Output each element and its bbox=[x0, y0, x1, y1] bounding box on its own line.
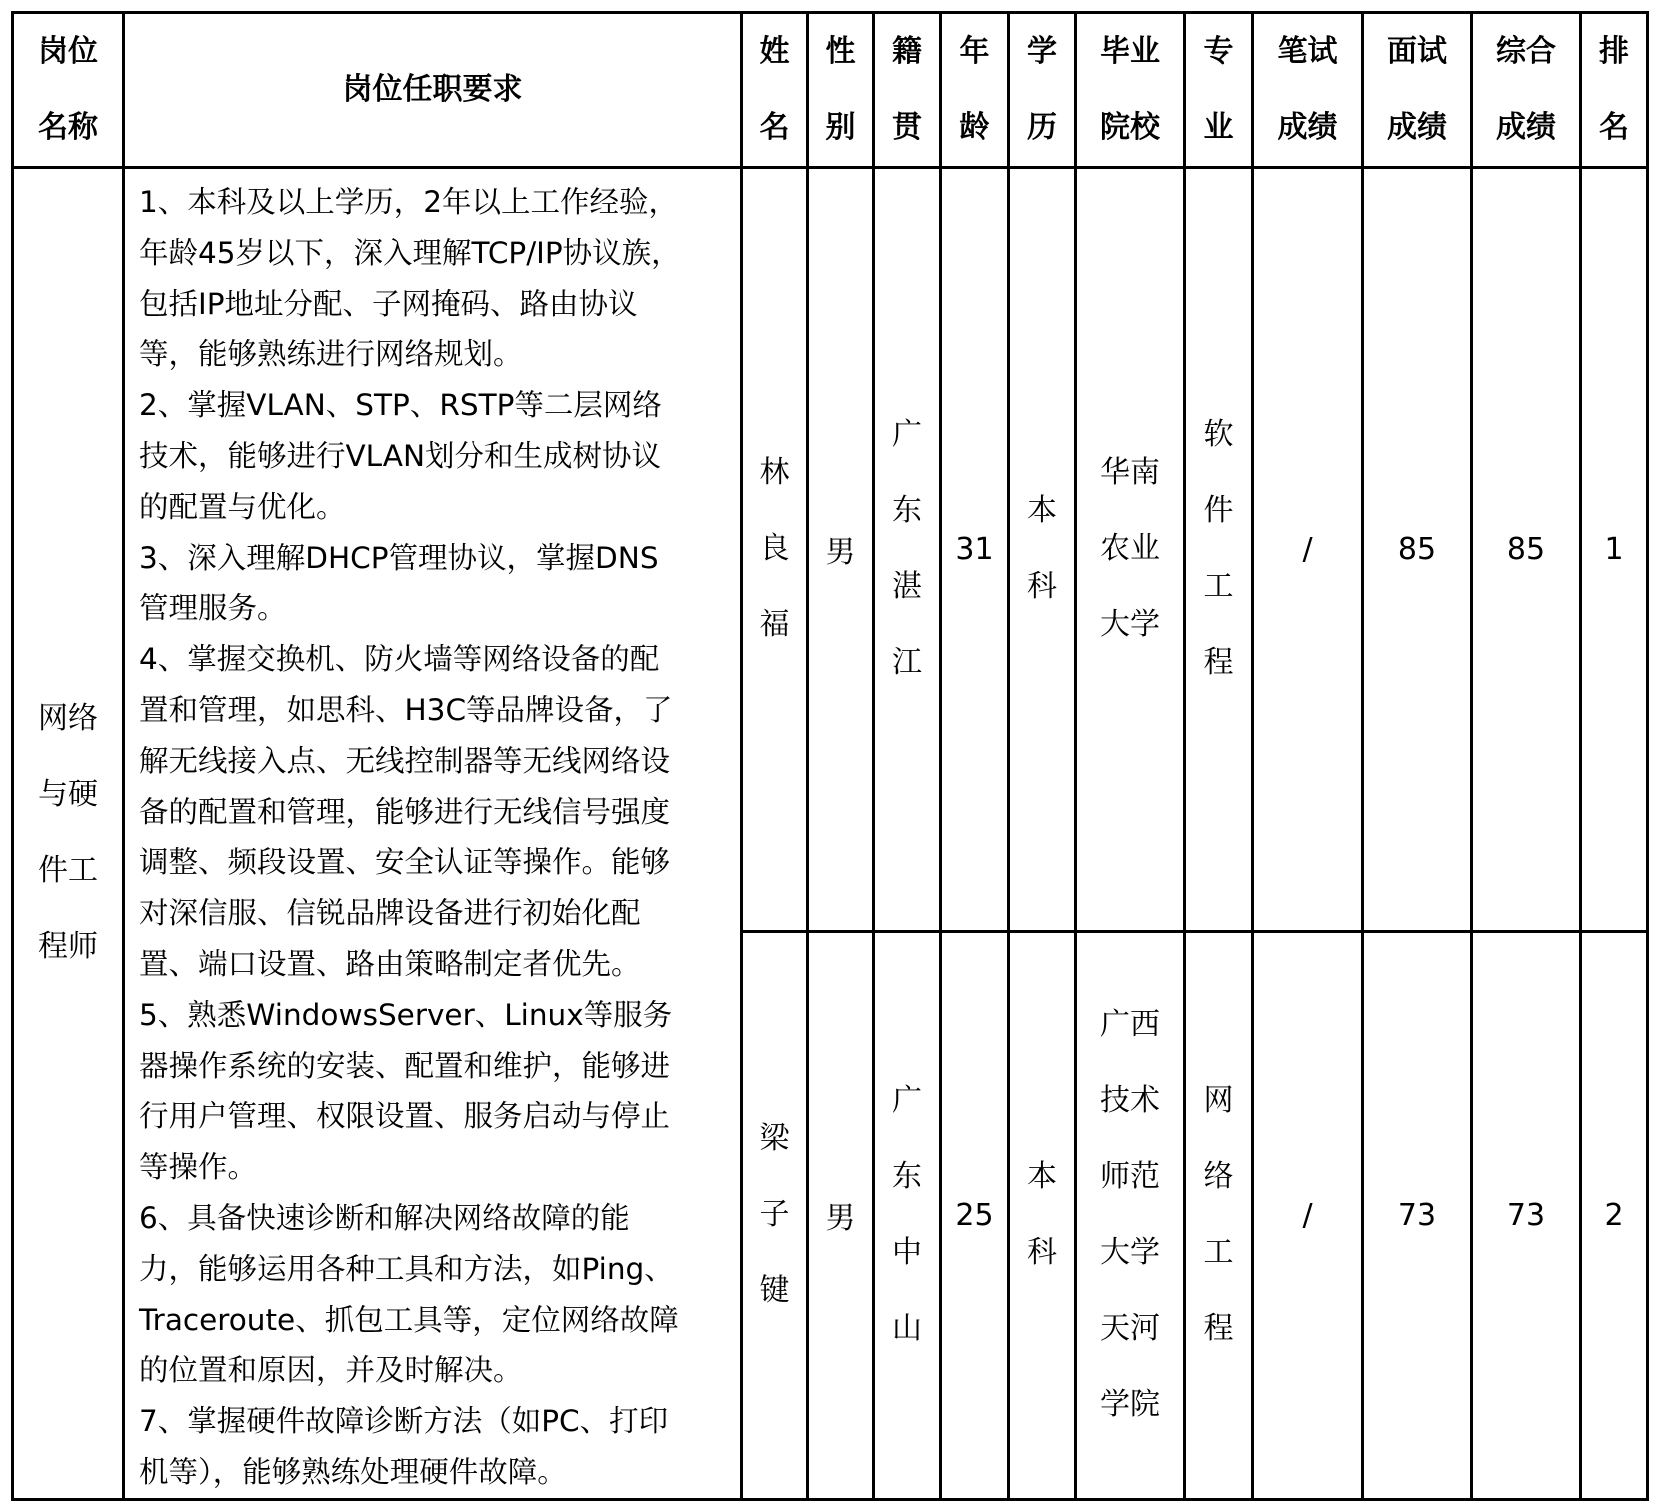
education-cell: 本科 bbox=[1009, 168, 1076, 932]
header-age: 年龄 bbox=[941, 13, 1009, 168]
school-cell: 华南农业大学 bbox=[1076, 168, 1185, 932]
total-score-cell: 85 bbox=[1472, 168, 1581, 932]
header-written-score: 笔试成绩 bbox=[1253, 13, 1363, 168]
header-name: 姓名 bbox=[742, 13, 808, 168]
written-score-cell: / bbox=[1253, 168, 1363, 932]
age-cell: 31 bbox=[941, 168, 1009, 932]
school-cell: 广西技术师范大学天河学院 bbox=[1076, 931, 1185, 1499]
header-education: 学历 bbox=[1009, 13, 1076, 168]
header-total-score: 综合成绩 bbox=[1472, 13, 1581, 168]
header-row bbox=[13, 13, 1648, 168]
rank-cell: 2 bbox=[1581, 931, 1648, 1499]
header-native-place: 籍贯 bbox=[874, 13, 941, 168]
interview-score-cell: 85 bbox=[1363, 168, 1472, 932]
gender-cell: 男 bbox=[808, 168, 874, 932]
header-interview-score: 面试成绩 bbox=[1363, 13, 1472, 168]
major-cell: 软件工程 bbox=[1185, 168, 1253, 932]
total-score-cell: 73 bbox=[1472, 931, 1581, 1499]
gender-cell: 男 bbox=[808, 931, 874, 1499]
header-requirements: 岗位任职要求 bbox=[124, 13, 742, 168]
name-cell: 林良福 bbox=[742, 168, 808, 932]
rank-cell: 1 bbox=[1581, 168, 1648, 932]
education-cell: 本科 bbox=[1009, 931, 1076, 1499]
position-cell: 网络与硬件工程师 bbox=[13, 168, 124, 1500]
age-cell: 25 bbox=[941, 931, 1009, 1499]
major-cell: 网络工程 bbox=[1185, 931, 1253, 1499]
requirements-cell: 1、本科及以上学历，2年以上工作经验， 年龄45岁以下，深入理解TCP/IP协议族， 包括IP地址分配、子网掩码、路由协议 等，能够熟练进行网络规划。 2、掌握VLAN、STP、RSTP等二层网络 技术，能够进行VLAN划分和生成树协议 的配置与优化。 3、深入理解DHCP管理协议，掌握DNS 管理服务。 4、掌握交换机、防火墙等网络设备的配 置和管理，如思科、H3C等品牌设备，了 解无线接入点、无线控制器等无线网络设 备的配置和管理，能够进行无线信号强度 调整、频段设置、安全认证等操作。能够 对深信服、信锐品牌设备进行初始化配 置、端口设置、路由策略制定者优先。 5、熟悉WindowsServer、Linux等服务 器操作系统的安装、配置和维护，能够进 行用户管理、权限设置、服务启动与停止 等操作。 6、具备快速诊断和解决网络故障的能 力，能够运用各种工具和方法，如Ping、 Traceroute、抓包工具等，定位网络故障 的位置和原因，并及时解决。 7、掌握硬件故障诊断方法（如PC、打印 机等），能够熟练处理硬件故障。 bbox=[124, 168, 742, 1500]
native-place-cell: 广东中山 bbox=[874, 931, 941, 1499]
header-gender: 性别 bbox=[808, 13, 874, 168]
candidate-results-table bbox=[11, 11, 1649, 1501]
header-position: 岗位名称 bbox=[13, 13, 124, 168]
name-cell: 梁子键 bbox=[742, 931, 808, 1499]
interview-score-cell: 73 bbox=[1363, 931, 1472, 1499]
header-rank: 排名 bbox=[1581, 13, 1648, 168]
native-place-cell: 广东湛江 bbox=[874, 168, 941, 932]
written-score-cell: / bbox=[1253, 931, 1363, 1499]
header-school: 毕业院校 bbox=[1076, 13, 1185, 168]
table-row bbox=[13, 168, 1648, 932]
header-major: 专业 bbox=[1185, 13, 1253, 168]
